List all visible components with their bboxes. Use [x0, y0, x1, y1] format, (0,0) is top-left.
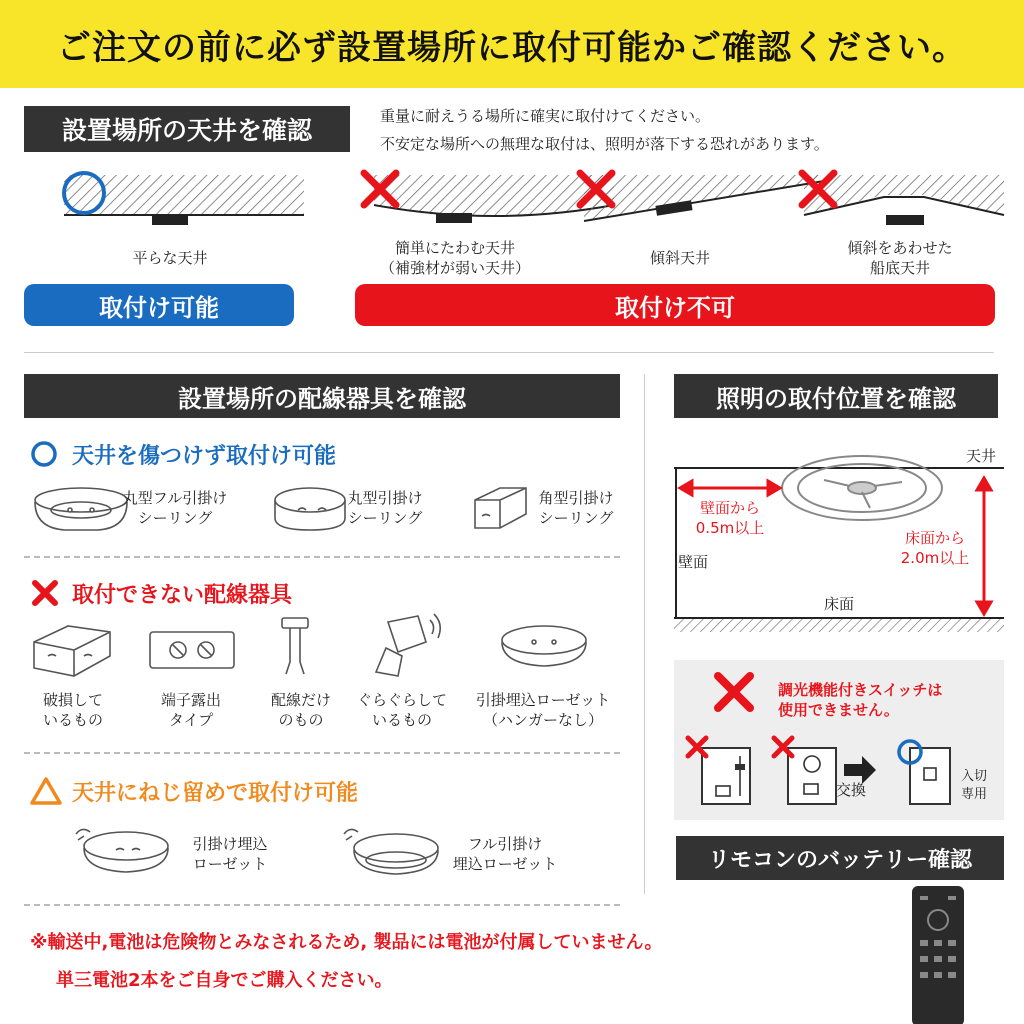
floor-distance-label: 床面から 2.0m以上 [900, 529, 970, 568]
ceiling-type-label: 簡単にたわむ天井 （補強材が弱い天井） [379, 239, 530, 278]
ceiling-note-1: 重量に耐えうる場所に確実に取付けてください。 [380, 107, 711, 125]
dashed-divider [24, 752, 620, 754]
device-label: ぐらぐらして いるもの [356, 691, 447, 730]
ok-circle-icon [30, 440, 60, 470]
ceiling-section-title [24, 106, 350, 152]
battery-note-2: 単三電池2本をご自身でご購入ください。 [56, 970, 393, 991]
square-ceiling-icon [475, 488, 526, 528]
wiring-section-title: 設置場所の配線器具を確認 [24, 374, 620, 418]
ceiling-type-label: 平らな天井 [132, 249, 208, 267]
ceiling-type-label: 傾斜をあわせた 船底天井 [847, 239, 953, 278]
warning-triangle-icon [30, 776, 62, 806]
device-label: 丸型引掛け シーリング [347, 489, 423, 528]
full-embedded-rosette-icon [344, 829, 438, 874]
ceiling-type-diagrams [24, 165, 1004, 235]
wall-distance-arrow [680, 481, 780, 495]
ng-wiring-device-icons [28, 612, 618, 684]
exchange-label: 交換 [836, 781, 867, 799]
ng-wiring-title: 取付できない配線器具 [72, 583, 293, 608]
device-label: 破損して いるもの [42, 691, 103, 730]
broken-device-icon [34, 626, 110, 676]
ceiling-note-2: 不安定な場所への無理な取付は、照明が落下する恐れがあります。 [380, 135, 829, 153]
exposed-terminal-icon [150, 632, 234, 668]
ng-cross-icon [712, 670, 756, 714]
ceiling-fan-light-icon [782, 456, 942, 520]
screw-mount-title: 天井にねじ留めで取付け可能 [72, 781, 359, 806]
device-label: 配線だけ のもの [270, 691, 331, 730]
mountable-badge: 取付け可能 [24, 284, 294, 326]
dimmer-slider-switch-icon [688, 738, 750, 804]
dimmer-dial-switch-icon [774, 738, 836, 804]
loose-device-icon [376, 614, 440, 676]
not-mountable-badge: 取付け不可 [355, 284, 995, 326]
wall-label: 壁面 [678, 553, 709, 571]
ceiling-label: 天井 [966, 447, 997, 465]
device-label: 丸型フル引掛け シーリング [122, 489, 228, 528]
device-label: 角型引掛け シーリング [538, 489, 614, 528]
device-label: フル引掛け 埋込ローゼット [452, 835, 558, 874]
floor-label: 床面 [824, 595, 855, 613]
no-hanger-rosette-icon [502, 626, 586, 666]
flat-ceiling-diagram [64, 173, 304, 225]
divider [24, 352, 994, 353]
battery-note-1: ※輸送中,電池は危険物とみなされるため, 製品には電池が付属していません。 [30, 932, 663, 953]
device-label: 端子露出 タイプ [160, 691, 221, 730]
on-off-switch-icon [899, 741, 950, 804]
battery-section-title: リモコンのバッテリー確認 [676, 836, 1004, 880]
ng-cross-icon [32, 580, 60, 608]
position-section-title: 照明の取付位置を確認 [674, 374, 998, 418]
wall-distance-label: 壁面から 0.5m以上 [695, 499, 765, 538]
ok-wiring-title: 天井を傷つけず取付け可能 [72, 444, 337, 469]
banner-text: ご注文の前に必ず設置場所に取付可能かご確認ください。 [57, 27, 967, 68]
top-banner [0, 0, 1024, 88]
wire-only-icon [282, 618, 308, 674]
column-divider [644, 374, 645, 894]
device-label: 引掛け埋込 ローゼット [192, 835, 268, 874]
on-off-only-label: 入切 専用 [960, 769, 987, 802]
remote-control-icon [910, 884, 966, 1024]
dashed-divider [24, 556, 620, 558]
ceiling-title-text: 設置場所の天井を確認 [61, 116, 312, 145]
dimmer-warning-text: 調光機能付きスイッチは 使用できません。 [778, 681, 943, 720]
sloped-ceiling-diagram [580, 173, 824, 221]
dashed-divider [24, 904, 620, 906]
device-label: 引掛埋込ローゼット （ハンガーなし） [475, 691, 611, 730]
sagging-ceiling-diagram [364, 173, 614, 223]
boat-ceiling-diagram [802, 173, 1004, 225]
embedded-rosette-icon [76, 829, 168, 872]
ceiling-type-label: 傾斜天井 [649, 249, 710, 267]
